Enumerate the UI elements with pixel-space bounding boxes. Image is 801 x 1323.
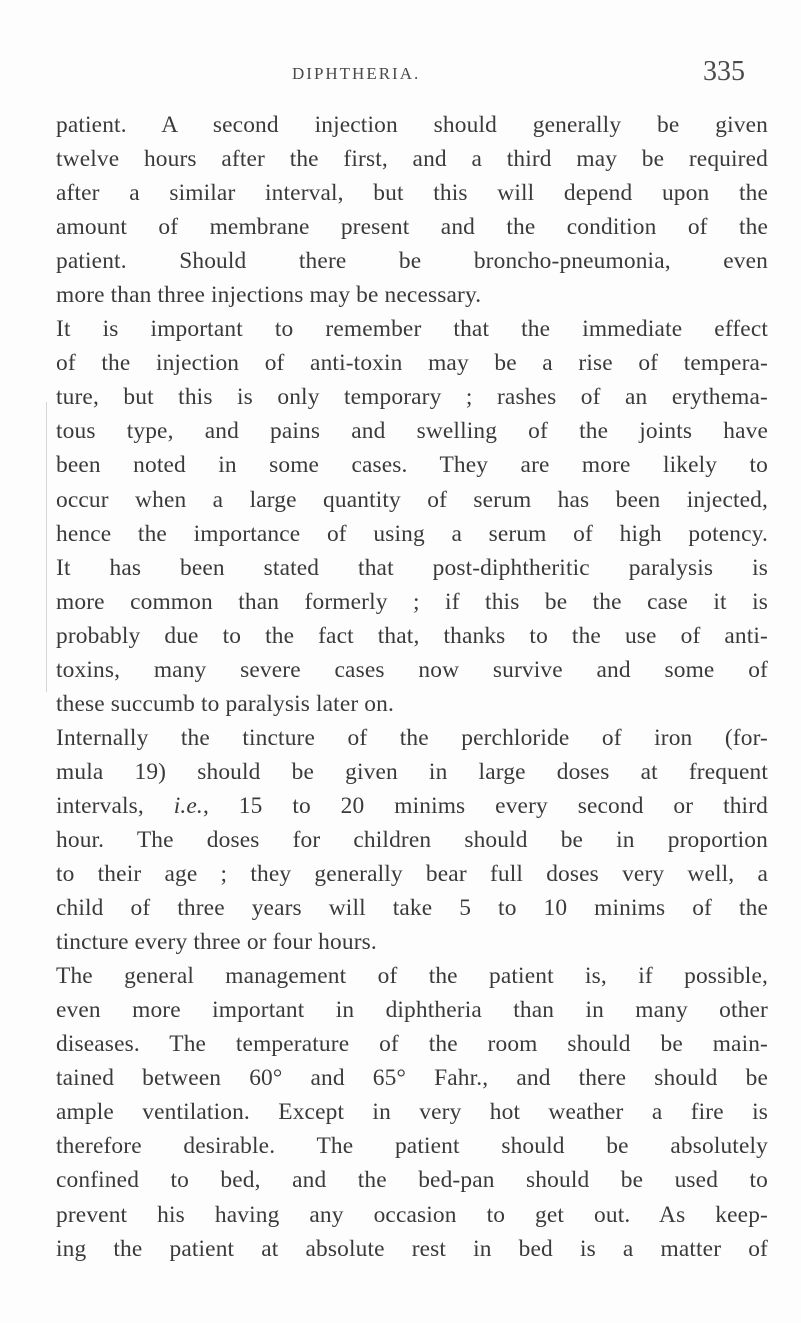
text-line: hour. The doses for children should be in proportion [56, 826, 768, 853]
text-line: ture, but this is only temporary ; rashes of an erythema- [56, 384, 768, 411]
text-line: therefore desirable. The patient should be absolutely [56, 1133, 768, 1160]
text-line: been noted in some cases. They are more likely to [56, 452, 768, 479]
text-line: patient. A second injection should generally be given [56, 112, 768, 138]
text-line: more than three injections may be necessary. [56, 282, 482, 309]
running-title: DIPHTHERIA. [292, 64, 421, 83]
body-text [56, 108, 768, 1266]
text-line: The general management of the patient is, if possible, [56, 963, 768, 990]
text-line: twelve hours after the first, and a third may be required [56, 146, 768, 173]
text-line: more common than formerly ; if this be the case it is [56, 588, 768, 615]
text-line: mula 19) should be given in large doses at frequent [56, 758, 768, 785]
text-line: prevent his having any occasion to get out. As keep- [56, 1201, 768, 1228]
text-line-italic [56, 789, 768, 823]
italic-abbreviation: i.e. [173, 792, 203, 819]
text-line: toxins, many severe cases now survive and some of [56, 656, 768, 683]
text-line: Internally the tincture of the perchloride of iron (for- [56, 724, 768, 751]
text-line: occur when a large quantity of serum has been injected, [56, 486, 768, 513]
text-line: tincture every three or four hours. [56, 929, 377, 956]
text-line: diseases. The temperature of the room should be main- [56, 1031, 768, 1058]
text-line: tous type, and pains and swelling of the joints have [56, 418, 768, 445]
text-line: probably due to the fact that, thanks to the use of anti- [56, 622, 768, 649]
text-line: ample ventilation. Except in very hot weather a fire is [56, 1099, 768, 1126]
text-line: hence the importance of using a serum of high potency. [56, 520, 768, 547]
text-line: of the injection of anti-toxin may be a rise of tempera- [56, 350, 768, 377]
text-line: ing the patient at absolute rest in bed is a matter of [56, 1235, 768, 1262]
text-line: confined to bed, and the bed-pan should be used to [56, 1167, 768, 1194]
text-line: these succumb to paralysis later on. [56, 690, 394, 717]
text-line: even more important in diphtheria than in many other [56, 997, 768, 1024]
text-line: amount of membrane present and the condition of the [56, 214, 768, 241]
text-line: to their age ; they generally bear full doses very well, a [56, 861, 768, 888]
page-number: 335 [703, 56, 745, 87]
text-segment: , 15 to 20 minims every second or third [202, 792, 768, 819]
text-line: child of three years will take 5 to 10 minims of the [56, 895, 768, 922]
text-line: patient. Should there be broncho-pneumonia, even [56, 248, 768, 275]
text-line: tained between 60° and 65° Fahr., and there should be [56, 1065, 768, 1092]
margin-shadow-line [46, 402, 47, 692]
text-segment: intervals, [56, 792, 174, 819]
text-line: It is important to remember that the immediate effect [56, 316, 768, 343]
text-line: after a similar interval, but this will depend upon the [56, 180, 768, 207]
running-head [0, 56, 801, 96]
text-line: It has been stated that post-diphtheritic paralysis is [56, 554, 768, 581]
